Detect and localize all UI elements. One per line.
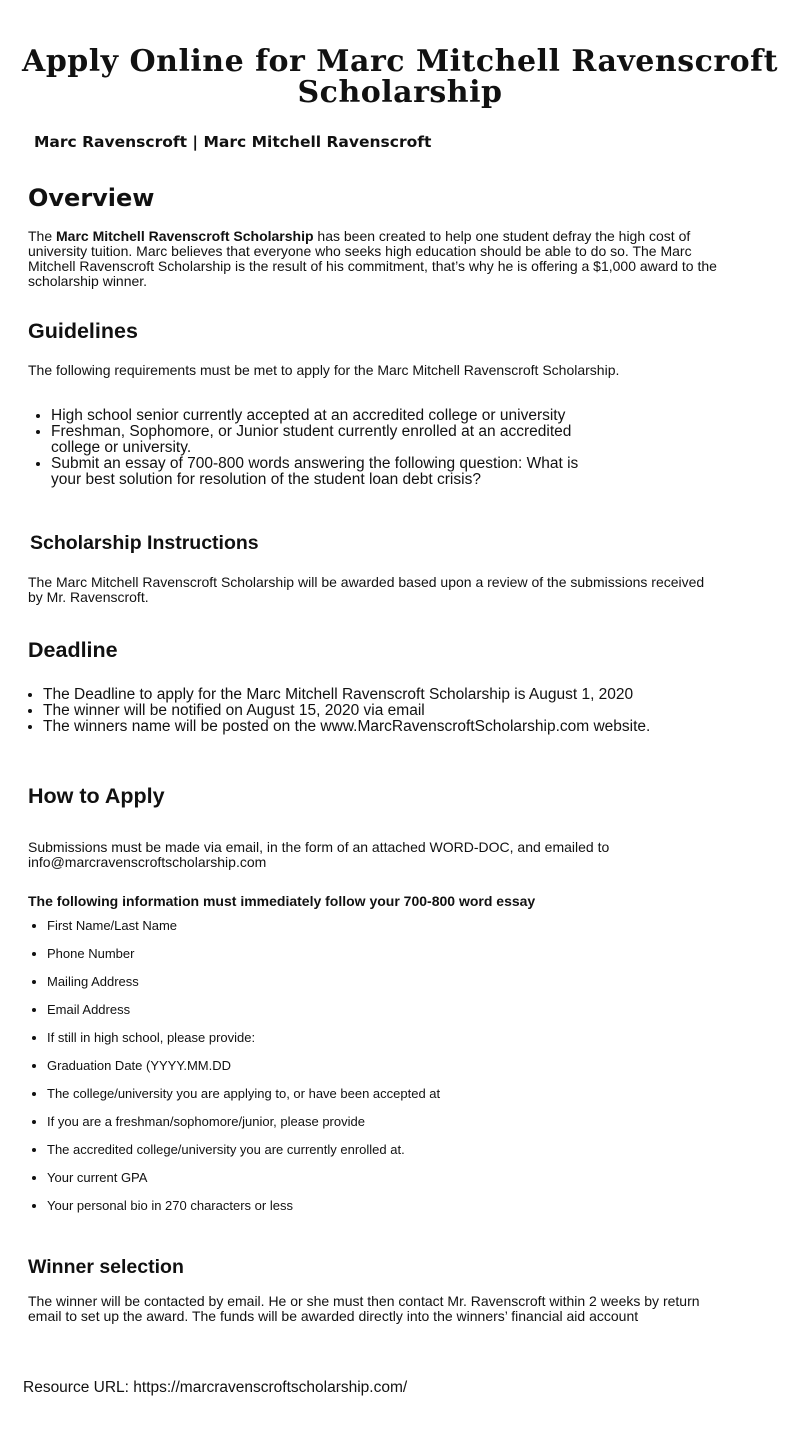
guidelines-intro: The following requirements must be met to apply for the Marc Mitchell Ravenscroft Scholarship. (28, 362, 620, 378)
page-title: Apply Online for Marc Mitchell Ravenscroft Scholarship (22, 44, 778, 110)
list-item: • If you are a freshman/sophomore/junior, please provide (47, 1115, 467, 1129)
list-item: • The winners name will be posted on the www.MarcRavenscroftScholarship.com website. (43, 719, 800, 735)
list-item: • Your current GPA (47, 1171, 467, 1185)
instructions-text: The Marc Mitchell Ravenscroft Scholarship will be awarded based upon a review of the submissions received by Mr. Ravenscroft. (28, 574, 705, 605)
overview-rest: has been created to help one student defray the high cost of university tuition. Marc believes that everyone who seeks high education should be able to do so. The Marc Mitchell Ravenscroft Scholarship is the result of his commitment, that’s why he is offering a $1,000 award to the scholarship winner. (28, 228, 717, 289)
resource-url: Resource URL: https://marcravenscroftscholarship.com/ (23, 1379, 408, 1396)
list-item: • High school senior currently accepted at an accredited college or university (51, 408, 591, 424)
list-item: • The winner will be notified on August 15, 2020 via email (43, 703, 800, 719)
deadline-list (19, 687, 800, 735)
guidelines-list (27, 408, 591, 488)
overview-lead: The (28, 228, 57, 244)
how-to-apply-subheading: The following information must immediately follow your 700-800 word essay (28, 893, 536, 909)
required-info-list (28, 919, 467, 1227)
how-to-apply-text: Submissions must be made via email, in the form of an attached WORD-DOC, and emailed to info@marcravenscroftscholarship.com (28, 839, 610, 870)
list-item: • The accredited college/university you are currently enrolled at. (47, 1143, 467, 1157)
scholarship-name: Marc Mitchell Ravenscroft Scholarship (56, 228, 314, 244)
list-item: • If still in high school, please provide: (47, 1031, 467, 1045)
how-to-apply-heading: How to Apply (28, 784, 165, 808)
list-item: • The Deadline to apply for the Marc Mitchell Ravenscroft Scholarship is August 1, 2020 (43, 687, 800, 703)
guidelines-heading: Guidelines (28, 319, 138, 343)
instructions-heading: Scholarship Instructions (30, 532, 259, 554)
list-item: • Email Address (47, 1003, 467, 1017)
list-item: • Your personal bio in 270 characters or less (47, 1199, 467, 1213)
list-item: • Graduation Date (YYYY.MM.DD (47, 1059, 467, 1073)
list-item: • Freshman, Sophomore, or Junior student currently enrolled at an accredited college or university. (51, 424, 591, 456)
list-item: • Phone Number (47, 947, 467, 961)
list-item: • First Name/Last Name (47, 919, 467, 933)
overview-heading: Overview (28, 184, 155, 212)
list-item: • Mailing Address (47, 975, 467, 989)
overview-paragraph (28, 229, 733, 289)
winner-text: The winner will be contacted by email. He or she must then contact Mr. Ravenscroft within 2 weeks by return email to set up the award. The funds will be awarded directly into the winners’ financial aid account (28, 1293, 700, 1324)
list-item: • The college/university you are applying to, or have been accepted at (47, 1087, 467, 1101)
byline: Marc Ravenscroft | Marc Mitchell Ravenscroft (34, 133, 432, 151)
list-item: • Submit an essay of 700-800 words answering the following question: What is your best solution for resolution of the student loan debt crisis? (51, 456, 591, 488)
deadline-heading: Deadline (28, 638, 118, 662)
winner-heading: Winner selection (28, 1256, 184, 1278)
